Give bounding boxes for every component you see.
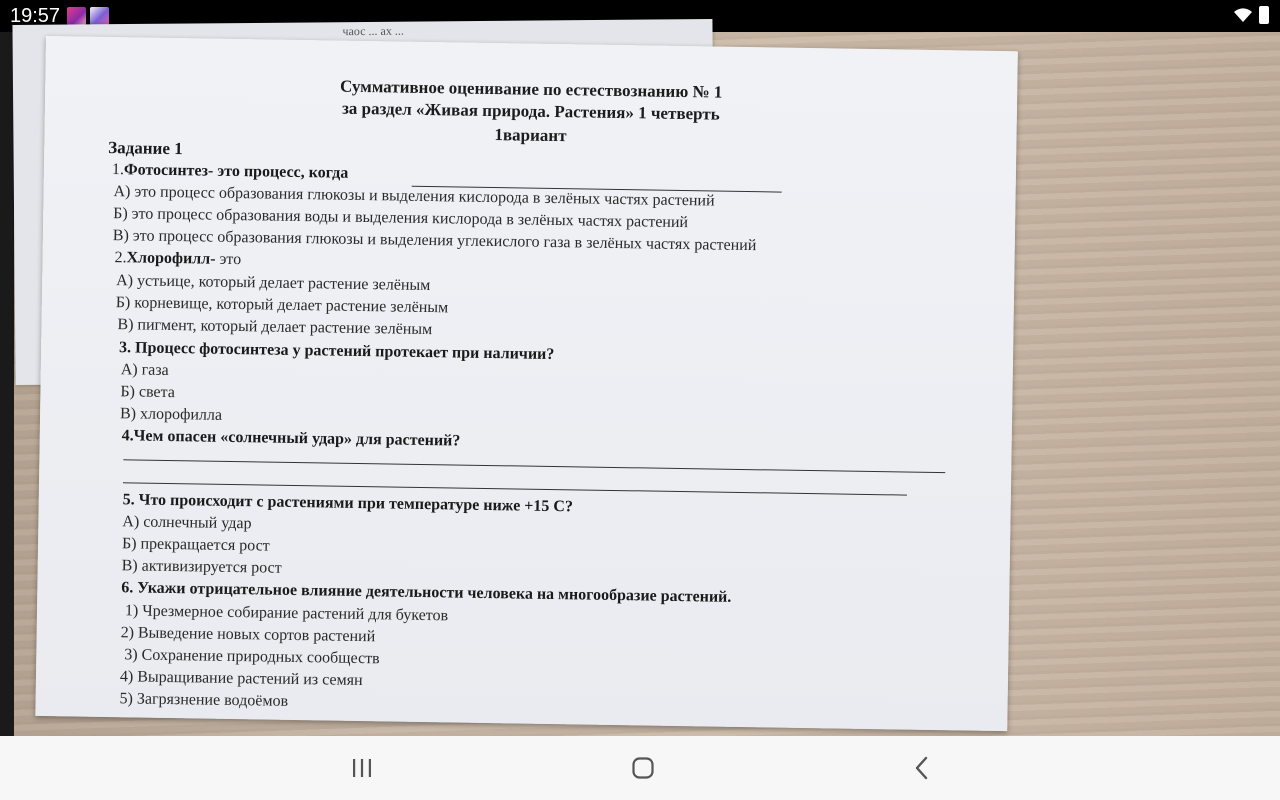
question-1-number: 1. xyxy=(111,161,125,179)
background-paper-text: чаос ... ах ... xyxy=(342,23,404,39)
recents-button[interactable] xyxy=(322,736,402,800)
question-2-option-b: Б) корневище, который делает растение зелёным xyxy=(115,294,449,317)
question-4-answer-line-1 xyxy=(123,459,945,473)
question-2-option-c: В) пигмент, который делает растение зелёным xyxy=(117,316,433,339)
question-1-option-c: В) это процесс образования глюкозы и выделения углекислого газа в зелёных частях растений xyxy=(112,227,757,255)
question-6-option-3: 3) Сохранение природных сообществ xyxy=(124,646,380,668)
question-2-rest: это xyxy=(215,250,242,269)
question-1 xyxy=(112,161,349,183)
question-5-option-b: Б) прекращается рост xyxy=(121,535,270,555)
task-heading: Задание 1 xyxy=(108,137,183,159)
question-2-term: Хлорофилл- xyxy=(126,249,216,268)
worksheet-variant: 1вариант xyxy=(494,125,567,146)
question-1-option-a: А) это процесс образования глюкозы и выделения кислорода в зелёных частях растений xyxy=(113,183,715,210)
battery-icon xyxy=(1259,6,1269,24)
question-2-option-a: А) устьице, который делает растение зелёным xyxy=(116,272,431,295)
back-icon xyxy=(914,756,930,780)
question-6-option-4: 4) Выращивание растений из семян xyxy=(119,668,363,690)
home-button[interactable] xyxy=(603,736,683,800)
question-5: 5. Что происходит с растениями при температуре ниже +15 С? xyxy=(122,491,574,516)
home-icon xyxy=(631,756,655,780)
question-4: 4.Чем опасен «солнечный удар» для растений? xyxy=(121,427,461,450)
recents-icon xyxy=(351,758,373,778)
gallery-notification-icon xyxy=(67,7,86,25)
back-button[interactable] xyxy=(882,736,962,800)
question-3: 3. Процесс фотосинтеза у растений протекает при наличии? xyxy=(118,339,555,364)
question-3-option-a: А) газа xyxy=(120,361,169,379)
question-6-option-2: 2) Выведение новых сортов растений xyxy=(120,624,376,646)
photo-app-notification-icon xyxy=(90,7,109,25)
question-1-text: Фотосинтез- это процесс, когда xyxy=(123,161,349,182)
worksheet-page xyxy=(35,36,1018,731)
question-2 xyxy=(114,249,241,269)
question-5-option-a: А) солнечный удар xyxy=(122,513,252,533)
question-6: 6. Укажи отрицательное влияние деятельности человека на многообразие растений. xyxy=(121,579,732,606)
question-6-option-5: 5) Загрязнение водоёмов xyxy=(119,690,289,710)
question-3-option-b: Б) света xyxy=(120,383,176,402)
question-3-option-c: В) хлорофилла xyxy=(119,405,223,424)
wifi-icon xyxy=(1233,7,1253,23)
photo-dark-edge xyxy=(0,32,14,736)
worksheet-title-line2: за раздел «Живая природа. Растения» 1 четверть xyxy=(341,98,720,124)
worksheet-title-line1: Суммативное оценивание по естествознанию № 1 xyxy=(339,76,723,102)
question-1-option-b: Б) это процесс образования воды и выделения кислорода в зелёных частях растений xyxy=(113,205,689,232)
question-6-option-1: 1) Чрезмерное собирание растений для букетов xyxy=(124,602,449,625)
question-2-number: 2. xyxy=(114,249,127,267)
question-5-option-c: В) активизируется рост xyxy=(121,557,282,577)
status-time: 19:57 xyxy=(10,5,61,27)
navigation-bar xyxy=(0,736,1280,800)
photo-viewer[interactable] xyxy=(0,23,1280,736)
